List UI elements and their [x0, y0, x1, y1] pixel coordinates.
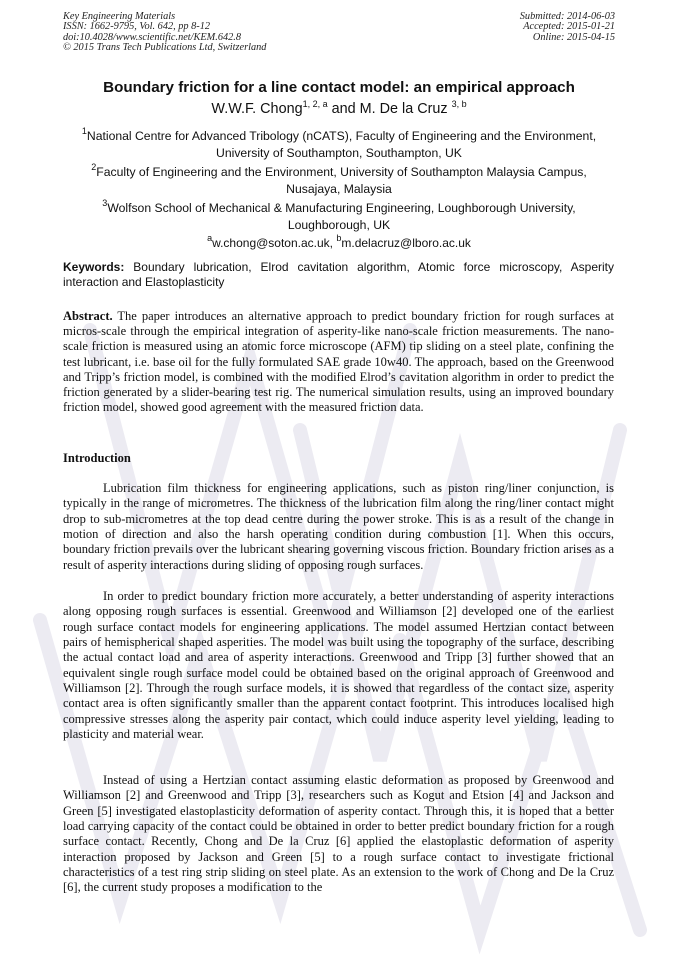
affiliation-2-text: Faculty of Engineering and the Environment, University of Southampton Malaysia Campus, Nusajaya, Malaysia	[96, 165, 587, 196]
email-b-sup: b	[336, 233, 342, 243]
affiliation-1-text: National Centre for Advanced Tribology (nCATS), Faculty of Engineering and the Environment, University of Southampton, Southampton, UK	[86, 129, 597, 160]
affiliation-1	[70, 128, 608, 161]
author-chong: W.W.F. Chong	[211, 101, 303, 117]
abstract-text: The paper introduces an alternative approach to predict boundary friction for rough surfaces at micros-scale through the empirical integration of asperity-like nano-scale friction measurements. The nano-scale friction is measured using an atomic force microscope (AFM) tip sliding on a steel plate, confining the test lubricant, i.e. base oil for the fully formulated SAE grade 10w40. The approach, based on the Greenwood and Tripp’s friction model, is combined with the modified Elrod’s cavitation algorithm in order to predict the friction generated by a slider-bearing test rig. The numerical simulation results, using an improved boundary friction model, showed good agreement with the measured friction data.	[63, 309, 614, 415]
author-chong-sup: 1, 2, a	[302, 99, 328, 109]
accepted-date: Accepted: 2015-01-21	[523, 21, 615, 33]
affiliation-3-text: Wolfson School of Mechanical & Manufacturing Engineering, Loughborough University, Loughborough, UK	[107, 201, 576, 232]
email-delacruz[interactable]: m.delacruz@lboro.ac.uk	[341, 236, 471, 250]
email-a-sup: a	[207, 233, 213, 243]
author-line	[0, 101, 678, 117]
affiliation-3	[70, 200, 608, 233]
intro-paragraph-3: Instead of using a Hertzian contact assuming elastic deformation as proposed by Greenwood and Williamson [2] and Greenwood and Tripp [3], researchers such as Kogut and Etsion [4] and Jackson and Green [5] investigated elastoplasticity deformation of asperity contact. Through this, it is hoped that a better load carrying capacity of the contact could be obtained in order to better predict boundary friction for a rough surface contact. Recently, Chong and De la Cruz [6] applied the elastoplastic deformation of asperity interaction proposed by Jackson and Green [5] to a rough surface contact to investigate frictional characteristics of a test ring strip sliding on steel plate. As an extension to the work of Chong and De la Cruz [6], the current study proposes a modification to the	[63, 773, 614, 895]
affiliation-2-num: 2	[91, 162, 97, 172]
email-line	[0, 233, 678, 250]
submitted-date: Submitted: 2014-06-03	[519, 11, 615, 22]
journal-doi[interactable]: doi:10.4028/www.scientific.net/KEM.642.8	[63, 31, 241, 43]
keywords-text: Boundary lubrication, Elrod cavitation algorithm, Atomic force microscopy, Asperity interaction and Elastoplasticity	[63, 260, 614, 289]
intro-paragraph-1: Lubrication film thickness for engineering applications, such as piston ring/liner conjunction, is typically in the range of micrometres. The thickness of the lubrication film along the ring/liner contact might drop to sub-micrometres at the top dead centre during the power stroke. This is as a result of the change in motion of direction and also the harsh operating condition during combustion [1]. When this occurs, boundary friction prevails over the lubricant shearing governing viscous friction. Boundary friction arises as a result of asperity interactions during sliding of opposing rough surfaces.	[63, 481, 614, 572]
abstract-label: Abstract.	[63, 309, 113, 323]
journal-issn: ISSN: 1662-9795, Vol. 642, pp 8-12	[63, 21, 211, 33]
section-heading-introduction: Introduction	[63, 451, 131, 465]
journal-copyright: © 2015 Trans Tech Publications Ltd, Switzerland	[63, 41, 267, 53]
abstract	[63, 309, 614, 415]
journal-name: Key Engineering Materials	[63, 11, 176, 22]
author-delacruz: and M. De la Cruz	[327, 101, 452, 117]
keywords	[63, 260, 614, 290]
paper-title: Boundary friction for a line contact model: an empirical approach	[103, 79, 575, 96]
affiliation-1-num: 1	[81, 126, 87, 136]
intro-paragraph-2: In order to predict boundary friction more accurately, a better understanding of asperity interactions along opposing rough surfaces is essential. Greenwood and Williamson [2] developed one of the earliest rough surface contact models for engineering applications. The model assumed Hertzian contact between pairs of hemispherical shaped asperities. The model was built using the topography of the surface, describing the actual contact load and area of asperity interactions. Greenwood and Tripp [3] further showed that an equivalent single rough surface model could be obtained based on the original approach of Greenwood and Williamson [2]. Through the rough surface models, it is showed that regardless of the contact size, asperity contact area is often significantly smaller than the apparent contact footprint. This introduces localised high compressive stresses along the asperity pair contact, which could induce asperity level yielding, leading to plasticity and material wear.	[63, 589, 614, 742]
affiliation-3-num: 3	[102, 198, 108, 208]
keywords-label: Keywords:	[63, 260, 125, 274]
publication-dates	[520, 12, 615, 43]
email-chong[interactable]: w.chong@soton.ac.uk,	[212, 236, 337, 250]
journal-header	[63, 12, 266, 53]
online-date: Online: 2015-04-15	[532, 31, 615, 43]
affiliation-2	[70, 164, 608, 197]
author-delacruz-sup: 3, b	[451, 99, 467, 109]
